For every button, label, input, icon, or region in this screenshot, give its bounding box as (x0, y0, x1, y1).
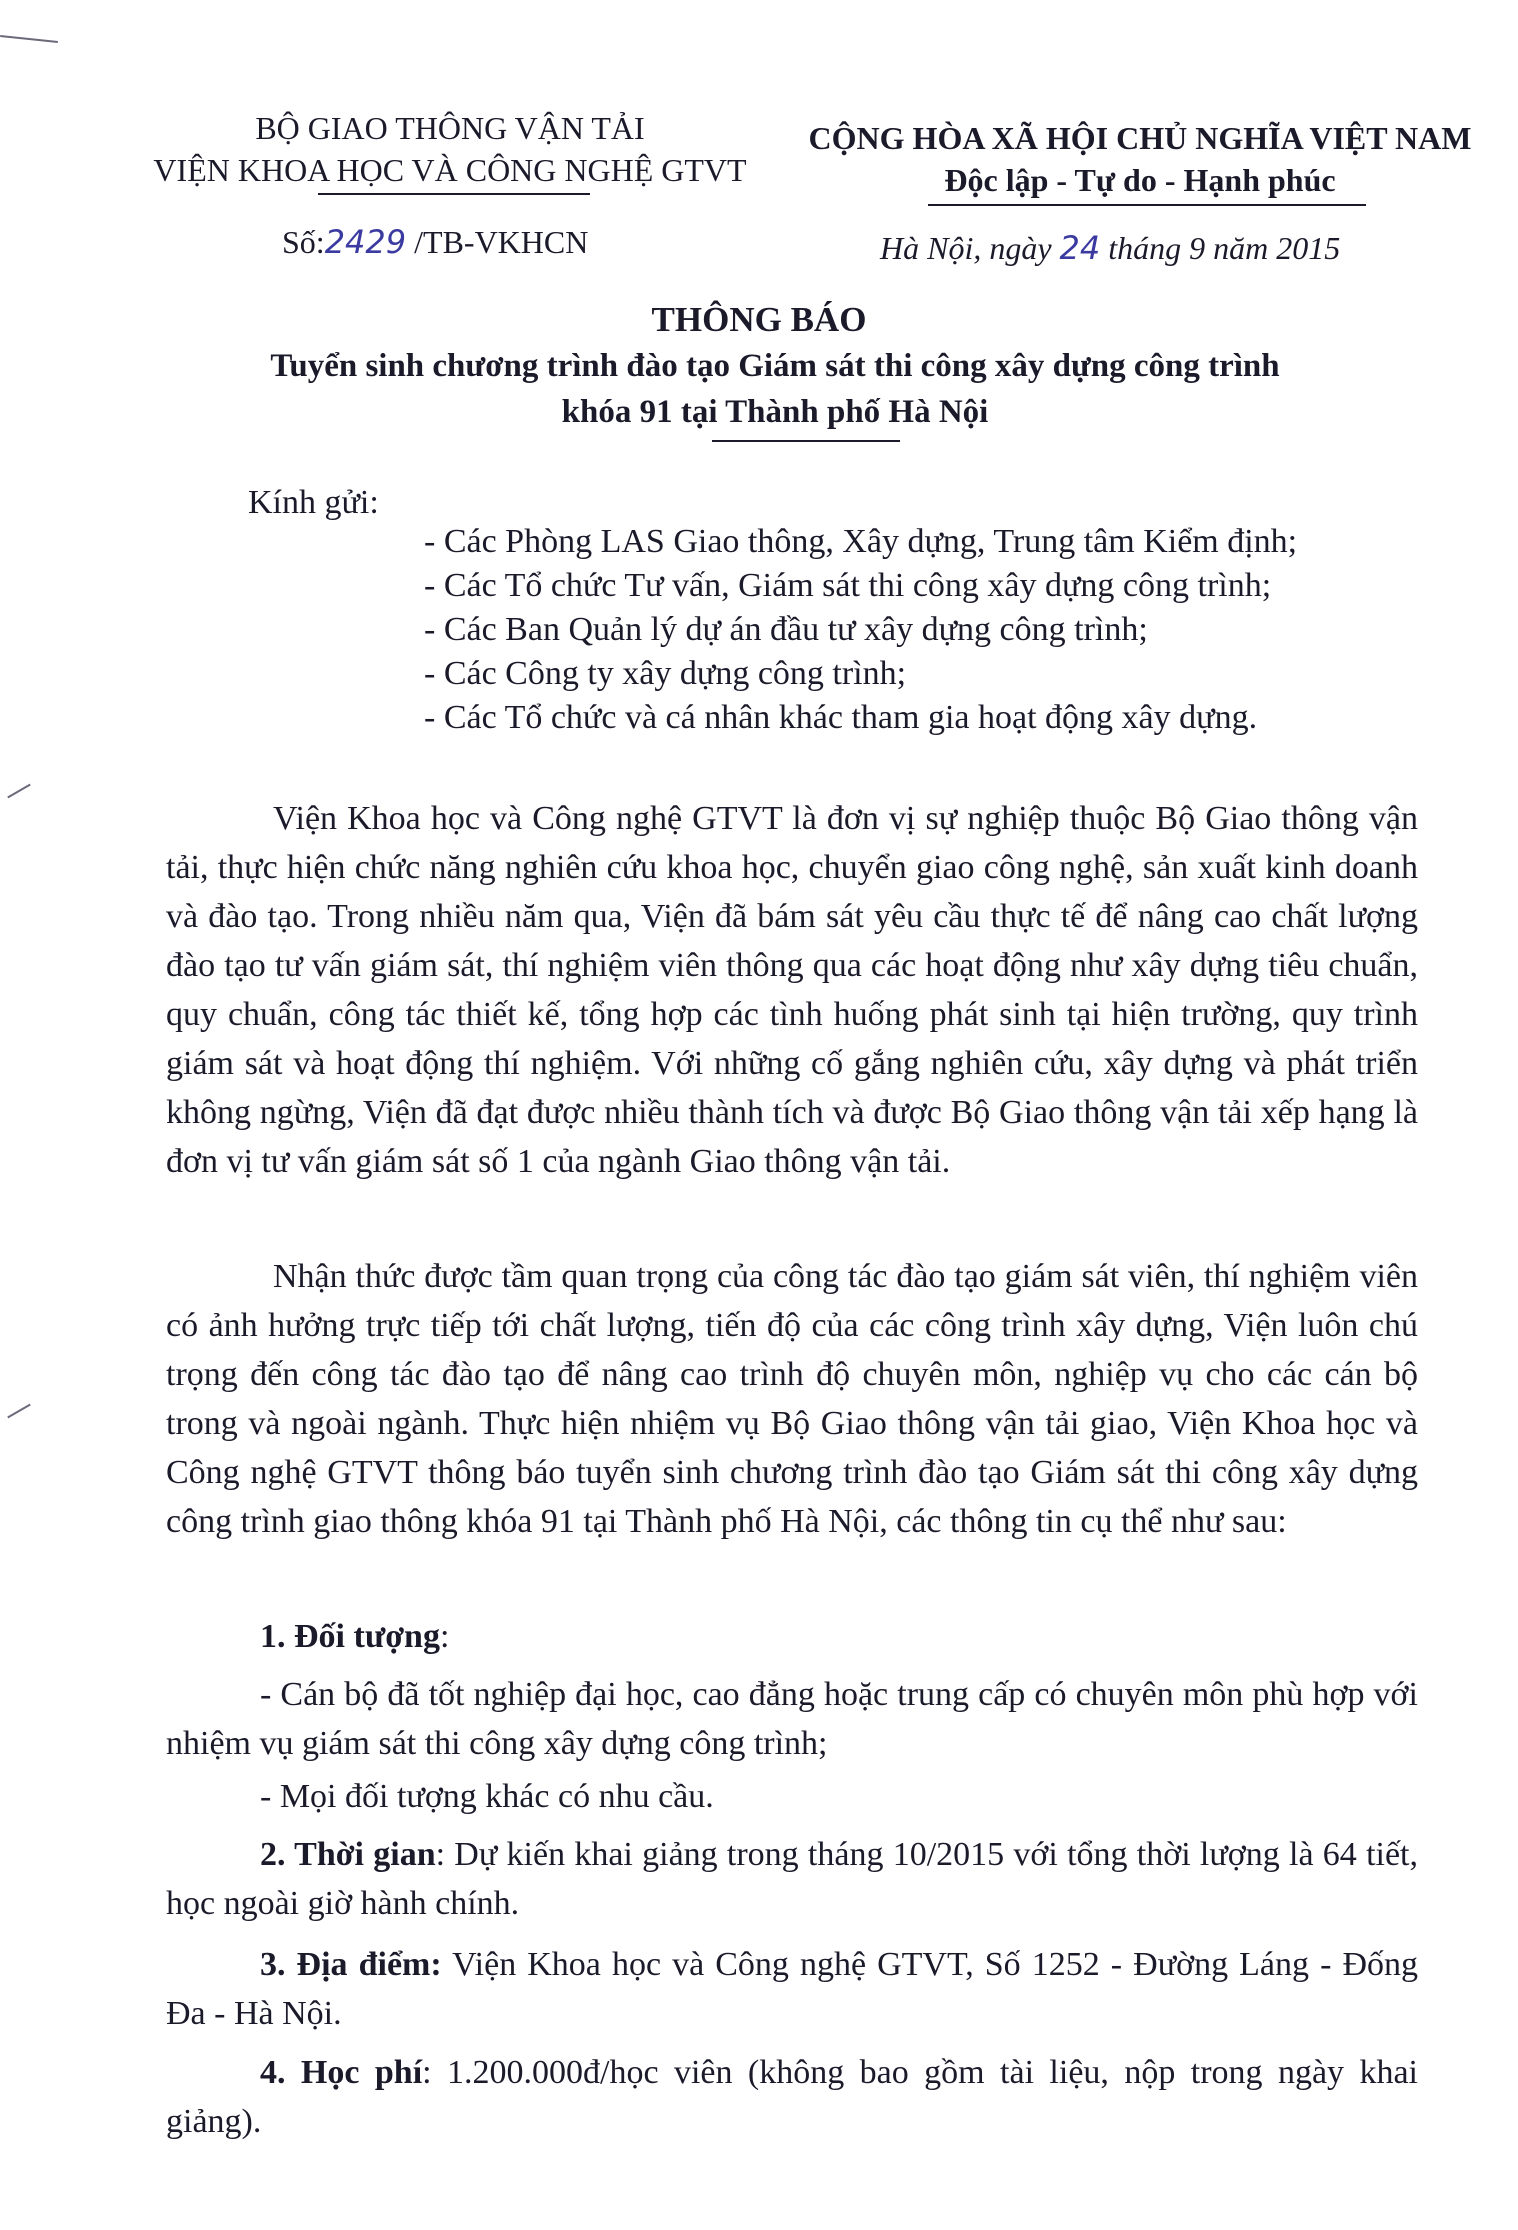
section-4 (166, 2048, 1418, 2146)
document-number (282, 222, 588, 262)
section-2 (166, 1830, 1418, 1928)
scan-mark (0, 35, 58, 43)
section-2-title: 2. Thời gian (260, 1836, 436, 1873)
section-2-text: : Dự kiến khai giảng trong tháng 10/2015 với tổng thời lượng là 64 tiết, học ngoài giờ hành chính. (166, 1836, 1418, 1922)
scan-mark (7, 1404, 31, 1419)
title-underline (712, 440, 900, 442)
salutation: Kính gửi: (248, 484, 379, 521)
body-paragraph: Viện Khoa học và Công nghệ GTVT là đơn vị sự nghiệp thuộc Bộ Giao thông vận tải, thực hiện chức năng nghiên cứu khoa học, chuyển giao công nghệ, sản xuất kinh doanh và đào tạo. Trong nhiều năm qua, Viện đã bám sát yêu cầu thực tế để nâng cao chất lượng đào tạo tư vấn giám sát, thí nghiệm viên thông qua các hoạt động như xây dựng tiêu chuẩn, quy chuẩn, công tác thiết kế, tổng hợp các tình huống phát sinh tại hiện trường, quy trình giám sát và hoạt động thí nghiệm. Với những cố gắng nghiên cứu, xây dựng và phát triển không ngừng, Viện đã đạt được nhiều thành tích và được Bộ Giao thông vận tải xếp hạng là đơn vị tư vấn giám sát số 1 của ngành Giao thông vận tải. (166, 800, 1418, 1180)
number-suffix: /TB-VKHCN (414, 224, 589, 260)
body-paragraph: Nhận thức được tầm quan trọng của công tác đào tạo giám sát viên, thí nghiệm viên có ảnh hưởng trực tiếp tới chất lượng, tiến độ của các công trình xây dựng, Viện luôn chú trọng đến công tác đào tạo để nâng cao trình độ chuyên môn, nghiệp vụ cho các cán bộ trong và ngoài ngành. Thực hiện nhiệm vụ Bộ Giao thông vận tải giao, Viện Khoa học và Công nghệ GTVT thông báo tuyển sinh chương trình đào tạo Giám sát thi công xây dựng công trình giao thông khóa 91 tại Thành phố Hà Nội, các thông tin cụ thể như sau: (166, 1258, 1418, 1540)
motto: Độc lập - Tự do - Hạnh phúc (944, 162, 1336, 198)
section-1-colon: : (439, 1618, 450, 1655)
handwritten-day: 24 (1059, 229, 1101, 267)
date-line (880, 228, 1340, 268)
notice-subtitle-line2: khóa 91 tại Thành phố Hà Nội (561, 394, 989, 430)
recipient-item: - Các Tổ chức Tư vấn, Giám sát thi công xây dựng công trình; (424, 567, 1272, 604)
recipient-list (424, 520, 1297, 740)
institute-underline (318, 193, 590, 195)
date-suffix: tháng 9 năm 2015 (1108, 230, 1341, 266)
republic-name: CỘNG HÒA XÃ HỘI CHỦ NGHĨA VIỆT NAM (808, 120, 1472, 156)
section-1-title: 1. Đối tượng (260, 1618, 440, 1655)
number-prefix: Số: (282, 224, 325, 260)
section-3 (166, 1940, 1418, 2038)
recipient-item: - Các Ban Quản lý dự án đầu tư xây dựng công trình; (424, 611, 1148, 648)
scan-mark (7, 784, 31, 799)
section-4-title: 4. Học phí (260, 2054, 423, 2091)
recipient-item: - Các Phòng LAS Giao thông, Xây dựng, Trung tâm Kiểm định; (424, 523, 1298, 560)
section-1-item: - Mọi đối tượng khác có nhu cầu. (260, 1778, 714, 1815)
section-3-text: Viện Khoa học và Công nghệ GTVT, Số 1252 - Đường Láng - Đống Đa - Hà Nội. (166, 1946, 1419, 2032)
recipient-item: - Các Tổ chức và cá nhân khác tham gia hoạt động xây dựng. (424, 699, 1258, 736)
section-3-title: 3. Địa điểm: (260, 1946, 442, 1983)
ministry-name: BỘ GIAO THÔNG VẬN TẢI (255, 110, 645, 146)
notice-title: THÔNG BÁO (651, 300, 867, 339)
notice-subtitle-line1: Tuyển sinh chương trình đào tạo Giám sát thi công xây dựng công trình (270, 348, 1280, 384)
handwritten-number: 2429 (324, 223, 407, 261)
institute-name: VIỆN KHOA HỌC VÀ CÔNG NGHỆ GTVT (153, 152, 747, 188)
section-1-heading (166, 1612, 1418, 1661)
recipient-item: - Các Công ty xây dựng công trình; (424, 655, 907, 692)
motto-underline (928, 204, 1366, 206)
date-prefix: Hà Nội, ngày (880, 230, 1052, 266)
section-1-item: - Cán bộ đã tốt nghiệp đại học, cao đẳng hoặc trung cấp có chuyên môn phù hợp với nhiệm vụ giám sát thi công xây dựng công trình; (166, 1676, 1418, 1762)
section-4-text: : 1.200.000đ/học viên (không bao gồm tài liệu, nộp trong ngày khai giảng). (166, 2054, 1418, 2140)
